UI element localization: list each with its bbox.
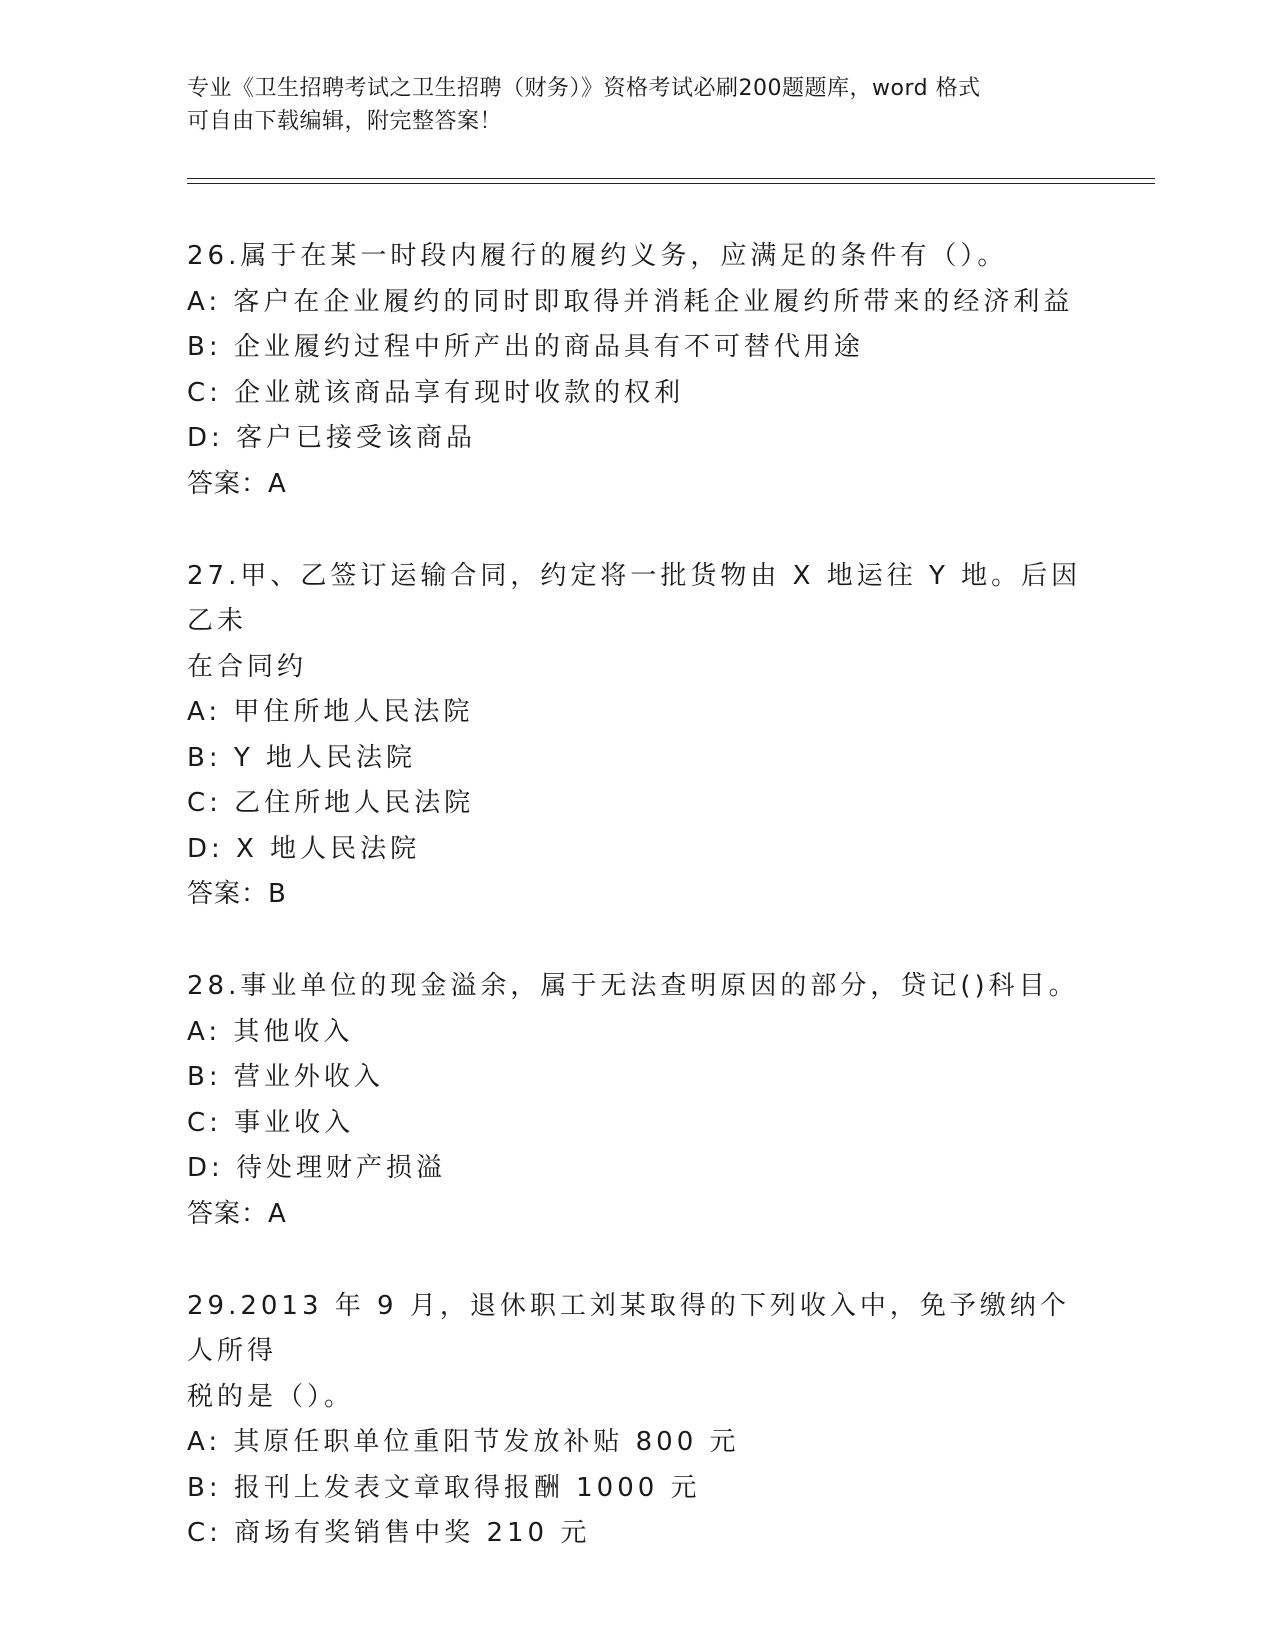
- header-divider-top: [187, 178, 1155, 179]
- option-c: C: 企业就该商品享有现时收款的权利: [187, 377, 685, 408]
- option-c: C: 商场有奖销售中奖 210 元: [187, 1518, 591, 1548]
- option-d: D: 客户已接受该商品: [187, 423, 477, 453]
- option-a: A: 其原任职单位重阳节发放补贴 800 元: [187, 1427, 740, 1457]
- question-stem: 26.属于在某一时段内履行的履约义务，应满足的条件有（）。: [187, 241, 1008, 271]
- question-28: [187, 964, 1087, 1237]
- option-b: B: Y 地人民法院: [187, 742, 417, 773]
- header-line-2: 可自由下载编辑，附完整答案！: [187, 109, 503, 134]
- option-b: B: 营业外收入: [187, 1062, 384, 1092]
- question-list: [187, 234, 1087, 1604]
- option-b: B: 企业履约过程中所产出的商品具有不可替代用途: [187, 332, 864, 362]
- answer-label: 答案：A: [187, 1198, 287, 1229]
- question-stem-continued: 在合同约: [187, 651, 308, 682]
- option-a: A: 甲住所地人民法院: [187, 697, 474, 727]
- question-29: [187, 1284, 1087, 1557]
- question-stem: 28.事业单位的现金溢余，属于无法查明原因的部分，贷记()科目。: [187, 971, 1079, 1001]
- header-divider-bottom: [187, 183, 1155, 184]
- option-d: D: X 地人民法院: [187, 833, 421, 864]
- document-header: [187, 72, 1087, 138]
- question-26: [187, 234, 1087, 507]
- option-a: A: 客户在企业履约的同时即取得并消耗企业履约所带来的经济利益: [187, 286, 1074, 317]
- option-c: C: 乙住所地人民法院: [187, 788, 475, 818]
- question-stem-continued: 税的是（）。: [187, 1381, 355, 1412]
- option-d: D: 待处理财产损溢: [187, 1153, 447, 1183]
- answer-label: 答案：A: [187, 468, 287, 499]
- option-b: B: 报刊上发表文章取得报酬 1000 元: [187, 1472, 701, 1503]
- answer-label: 答案：B: [187, 879, 287, 909]
- question-stem: 29.2013 年 9 月，退休职工刘某取得的下列收入中，免予缴纳个人所得: [187, 1290, 1070, 1366]
- option-a: A: 其他收入: [187, 1016, 354, 1047]
- question-stem: 27.甲、乙签订运输合同，约定将一批货物由 X 地运往 Y 地。后因乙未: [187, 560, 1082, 636]
- option-c: C: 事业收入: [187, 1107, 355, 1138]
- header-line-1: 专业《卫生招聘考试之卫生招聘（财务）》资格考试必刷200题题库，word 格式: [187, 76, 981, 101]
- question-27: [187, 554, 1087, 918]
